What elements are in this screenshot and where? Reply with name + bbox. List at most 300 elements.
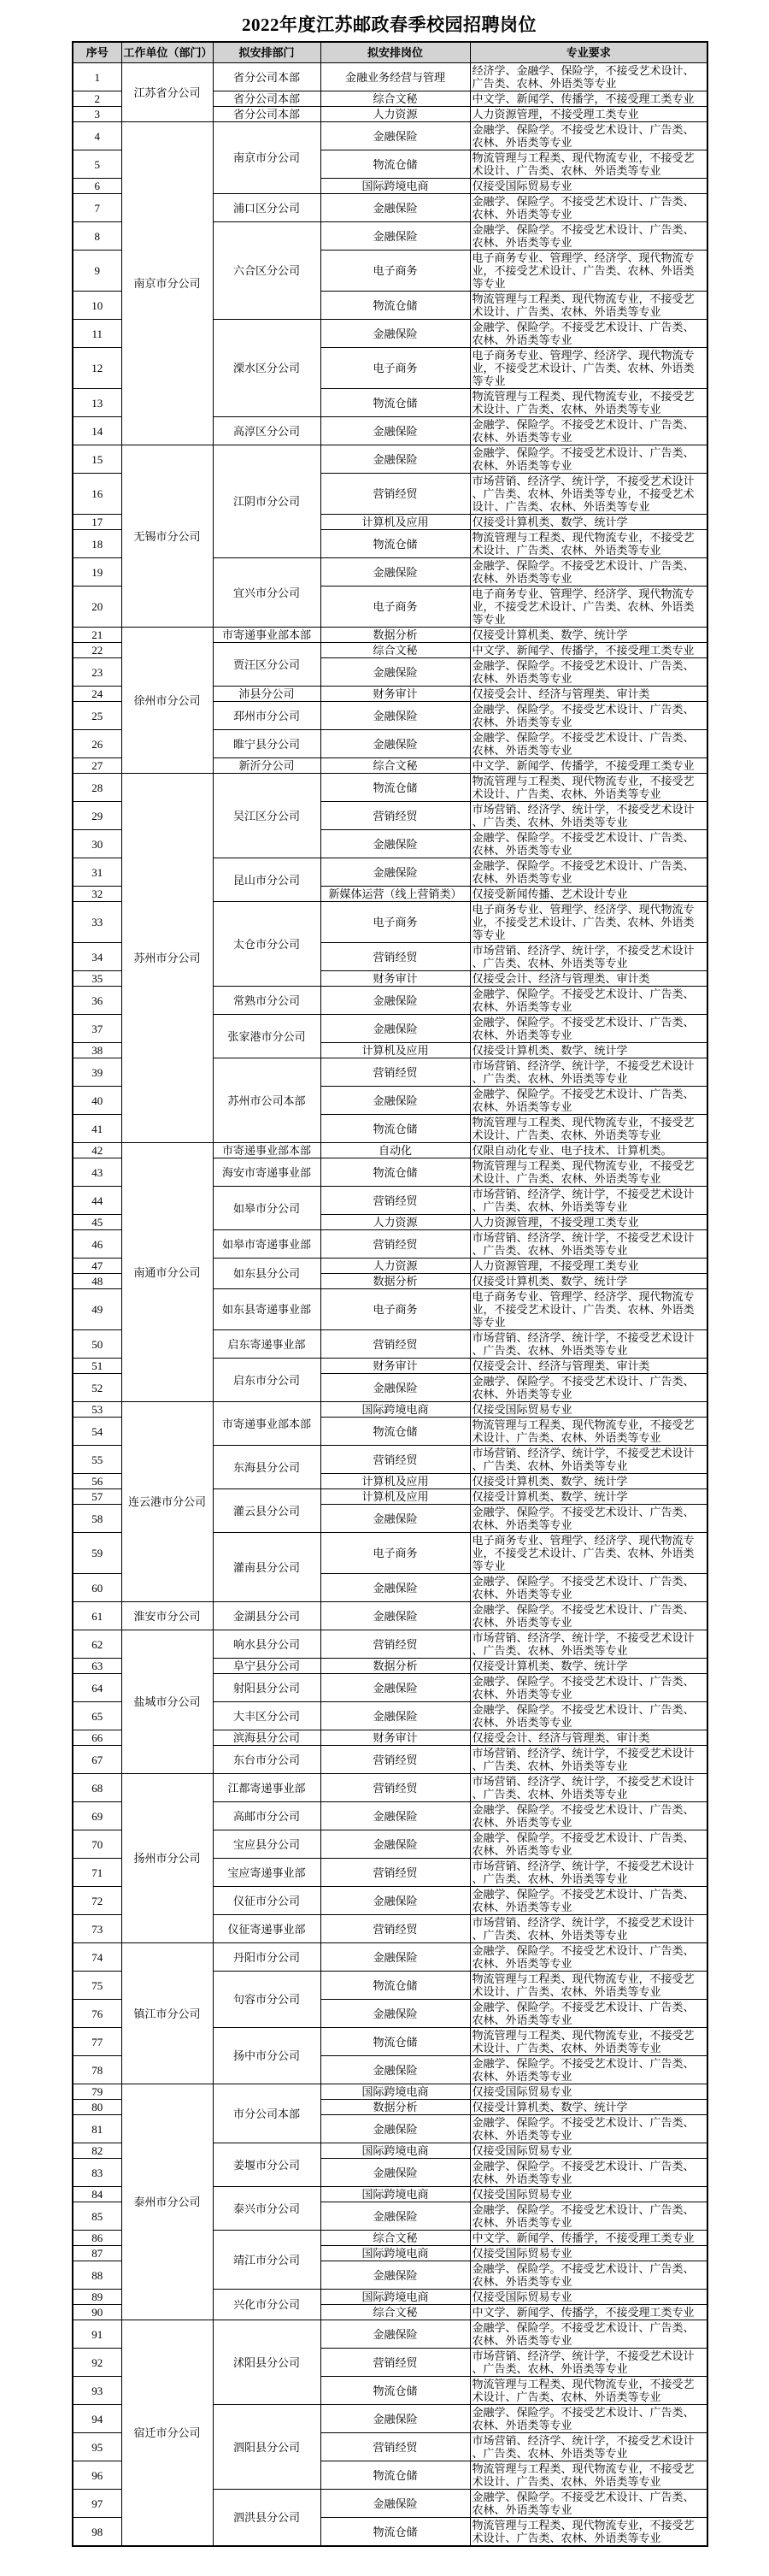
position-cell: 营销经贸 [320, 802, 470, 830]
row-number-cell: 28 [73, 774, 121, 802]
requirement-cell: 金融学、保险学。不接受艺术设计、广告类、农林、外语类等专业 [470, 2056, 707, 2084]
requirement-cell: 金融学、保险学。不接受艺术设计、广告类、农林、外语类等专业 [470, 987, 707, 1015]
work-unit-cell: 泰州市分公司 [121, 2084, 213, 2320]
position-cell: 国际跨境电商 [320, 2143, 470, 2159]
department-cell: 宝应寄递事业部 [213, 1859, 320, 1887]
requirement-cell: 金融学、保险学。不接受艺术设计、广告类、农林、外语类等专业 [470, 1830, 707, 1859]
requirement-cell: 金融学、保险学。不接受艺术设计、广告类、农林、外语类等专业 [470, 1943, 707, 1972]
department-cell: 金湖县分公司 [213, 1602, 320, 1630]
department-cell: 滨海县分公司 [213, 1730, 320, 1746]
column-header-row-number: 序号 [73, 42, 121, 63]
row-number-cell: 47 [73, 1259, 121, 1274]
requirement-cell: 金融学、保险学。不接受艺术设计、广告类、农林、外语类等专业 [470, 2490, 707, 2518]
department-cell: 启东寄递事业部 [213, 1330, 320, 1359]
requirement-cell: 仅接受会计、经济与管理类、审计类 [470, 971, 707, 987]
row-number-cell: 82 [73, 2143, 121, 2159]
requirement-cell: 金融学、保险学。不接受艺术设计、广告类、农林、外语类等专业 [470, 1087, 707, 1115]
department-cell: 东台市分公司 [213, 1746, 320, 1774]
department-cell: 贾汪区分公司 [213, 643, 320, 687]
department-cell: 射阳县分公司 [213, 1674, 320, 1702]
position-cell: 电子商务 [320, 902, 470, 943]
position-cell: 数据分析 [320, 1659, 470, 1674]
requirement-cell: 仅接受国际贸易专业 [470, 2290, 707, 2305]
position-cell: 金融保险 [320, 2000, 470, 2028]
requirement-cell: 物流管理与工程类、现代物流专业，不接受艺术设计、广告类、农林、外语类等专业 [470, 530, 707, 558]
row-number-cell: 7 [73, 194, 121, 222]
row-number-cell: 80 [73, 2100, 121, 2115]
requirement-cell: 市场营销、经济学、统计学，不接受艺术设计、广告类、农林、外语类等专业 [470, 1330, 707, 1359]
row-number-cell: 73 [73, 1915, 121, 1943]
row-number-cell: 8 [73, 222, 121, 251]
requirement-cell: 金融学、保险学。不接受艺术设计、广告类、农林、外语类等专业 [470, 658, 707, 687]
work-unit-cell: 南通市分公司 [121, 1143, 213, 1402]
requirement-cell: 物流管理与工程类、现代物流专业，不接受艺术设计、广告类、农林、外语类等专业 [470, 774, 707, 802]
position-cell: 金融保险 [320, 445, 470, 474]
row-number-cell: 59 [73, 1533, 121, 1574]
department-cell: 六合区分公司 [213, 222, 320, 320]
requirement-cell: 金融学、保险学。不接受艺术设计、广告类、农林、外语类等专业 [470, 1374, 707, 1402]
row-number-cell: 17 [73, 515, 121, 530]
requirement-cell: 金融学、保险学。不接受艺术设计、广告类、农林、外语类等专业 [470, 2202, 707, 2231]
position-cell: 金融保险 [320, 320, 470, 348]
row-number-cell: 71 [73, 1859, 121, 1887]
row-number-cell: 21 [73, 628, 121, 643]
requirement-cell: 市场营销、经济学、统计学，不接受艺术设计、广告类、农林、外语类等专业 [470, 2433, 707, 2461]
department-cell: 泗阳县分公司 [213, 2405, 320, 2490]
department-cell: 启东市分公司 [213, 1359, 320, 1402]
table-row [73, 2320, 707, 2349]
requirement-cell: 仅接受计算机类、数学、统计学 [470, 2100, 707, 2115]
position-cell: 财务审计 [320, 971, 470, 987]
row-number-cell: 11 [73, 320, 121, 348]
department-cell: 大丰区分公司 [213, 1702, 320, 1730]
requirement-cell: 电子商务专业、管理学、经济学、现代物流专业，不接受艺术设计、广告类、农林、外语类等专业 [470, 1533, 707, 1574]
row-number-cell: 30 [73, 830, 121, 858]
requirement-cell: 仅接受会计、经济与管理类、审计类 [470, 1359, 707, 1374]
row-number-cell: 49 [73, 1289, 121, 1330]
requirement-cell: 中文学、新闻学、传播学，不接受理工类专业 [470, 2305, 707, 2320]
requirement-cell: 电子商务专业、管理学、经济学、现代物流专业，不接受艺术设计、广告类、农林、外语类等专业 [470, 348, 707, 389]
row-number-cell: 64 [73, 1674, 121, 1702]
row-number-cell: 51 [73, 1359, 121, 1374]
position-cell: 营销经贸 [320, 1446, 470, 1474]
row-number-cell: 86 [73, 2231, 121, 2246]
table-row [73, 774, 707, 802]
position-cell: 金融保险 [320, 2490, 470, 2518]
row-number-cell: 25 [73, 702, 121, 730]
position-cell: 计算机及应用 [320, 1043, 470, 1058]
requirement-cell: 金融学、保险学。不接受艺术设计、广告类、农林、外语类等专业 [470, 1505, 707, 1533]
requirement-cell: 物流管理与工程类、现代物流专业，不接受艺术设计、广告类、农林、外语类等专业 [470, 2028, 707, 2056]
requirement-cell: 电子商务专业、管理学、经济学、现代物流专业，不接受艺术设计、广告类、农林、外语类等专业 [470, 902, 707, 943]
department-cell: 沭阳县分公司 [213, 2320, 320, 2405]
department-cell: 苏州市公司本部 [213, 1058, 320, 1143]
row-number-cell: 74 [73, 1943, 121, 1972]
requirement-cell: 金融学、保险学。不接受艺术设计、广告类、农林、外语类等专业 [470, 1602, 707, 1630]
position-cell: 营销经贸 [320, 2349, 470, 2377]
row-number-cell: 54 [73, 1418, 121, 1446]
row-number-cell: 67 [73, 1746, 121, 1774]
row-number-cell: 79 [73, 2084, 121, 2100]
row-number-cell: 9 [73, 251, 121, 292]
position-cell: 营销经贸 [320, 943, 470, 971]
position-cell: 金融保险 [320, 2056, 470, 2084]
row-number-cell: 89 [73, 2290, 121, 2305]
department-cell: 东海县分公司 [213, 1446, 320, 1489]
row-number-cell: 42 [73, 1143, 121, 1158]
row-number-cell: 90 [73, 2305, 121, 2320]
position-cell: 金融保险 [320, 1574, 470, 1602]
row-number-cell: 36 [73, 987, 121, 1015]
requirement-cell: 人力资源管理，不接受理工类专业 [470, 1215, 707, 1230]
row-number-cell: 66 [73, 1730, 121, 1746]
position-cell: 计算机及应用 [320, 515, 470, 530]
work-unit-cell: 徐州市分公司 [121, 628, 213, 774]
position-cell: 数据分析 [320, 628, 470, 643]
table-row [73, 1143, 707, 1158]
row-number-cell: 29 [73, 802, 121, 830]
department-cell: 南京市分公司 [213, 122, 320, 194]
requirement-cell: 金融学、保险学。不接受艺术设计、广告类、农林、外语类等专业 [470, 830, 707, 858]
position-cell: 综合文秘 [320, 2231, 470, 2246]
row-number-cell: 41 [73, 1115, 121, 1143]
table-row [73, 2084, 707, 2100]
work-unit-cell: 连云港市分公司 [121, 1402, 213, 1602]
column-header-work-unit: 工作单位（部门） [121, 42, 213, 63]
department-cell: 张家港市分公司 [213, 1015, 320, 1058]
row-number-cell: 43 [73, 1158, 121, 1187]
table-row [73, 63, 707, 91]
department-cell: 句容市分公司 [213, 1972, 320, 2028]
position-cell: 自动化 [320, 1143, 470, 1158]
row-number-cell: 5 [73, 150, 121, 179]
requirement-cell: 仅接受计算机类、数学、统计学 [470, 1659, 707, 1674]
row-number-cell: 35 [73, 971, 121, 987]
department-cell: 高淳区分公司 [213, 417, 320, 445]
row-number-cell: 72 [73, 1887, 121, 1915]
requirement-cell: 仅接受计算机类、数学、统计学 [470, 515, 707, 530]
requirement-cell: 市场营销、经济学、统计学，不接受艺术设计、广告类、农林、外语类等专业 [470, 1187, 707, 1215]
row-number-cell: 93 [73, 2377, 121, 2405]
row-number-cell: 92 [73, 2349, 121, 2377]
requirement-cell: 人力资源管理，不接受理工类专业 [470, 107, 707, 122]
requirement-cell: 金融学、保险学。不接受艺术设计、广告类、农林、外语类等专业 [470, 222, 707, 251]
row-number-cell: 18 [73, 530, 121, 558]
position-cell: 金融保险 [320, 1087, 470, 1115]
requirement-cell: 物流管理与工程类、现代物流专业，不接受艺术设计、广告类、农林、外语类等专业 [470, 150, 707, 179]
position-cell: 财务审计 [320, 687, 470, 702]
position-cell: 物流仓储 [320, 389, 470, 417]
department-cell: 江阴市分公司 [213, 445, 320, 558]
department-cell: 吴江区分公司 [213, 774, 320, 858]
department-cell: 省分公司本部 [213, 91, 320, 107]
requirement-cell: 金融学、保险学。不接受艺术设计、广告类、农林、外语类等专业 [470, 2159, 707, 2187]
requirement-cell: 电子商务专业、管理学、经济学、现代物流专业，不接受艺术设计、广告类、农林、外语类等专业 [470, 587, 707, 628]
row-number-cell: 4 [73, 122, 121, 150]
position-cell: 物流仓储 [320, 292, 470, 320]
position-cell: 物流仓储 [320, 1972, 470, 2000]
requirement-cell: 金融学、保险学。不接受艺术设计、广告类、农林、外语类等专业 [470, 2320, 707, 2349]
row-number-cell: 12 [73, 348, 121, 389]
table-row [73, 1630, 707, 1659]
table-row [73, 1774, 707, 1802]
row-number-cell: 40 [73, 1087, 121, 1115]
position-cell: 财务审计 [320, 1359, 470, 1374]
requirement-cell: 物流管理与工程类、现代物流专业，不接受艺术设计、广告类、农林、外语类等专业 [470, 1115, 707, 1143]
position-cell: 金融保险 [320, 987, 470, 1015]
row-number-cell: 31 [73, 858, 121, 887]
row-number-cell: 98 [73, 2518, 121, 2547]
requirement-cell: 市场营销、经济学、统计学，不接受艺术设计、广告类、农林、外语类等专业 [470, 1774, 707, 1802]
table-row [73, 445, 707, 474]
department-cell: 市寄递事业部本部 [213, 628, 320, 643]
position-cell: 物流仓储 [320, 2028, 470, 2056]
requirement-cell: 仅接受计算机类、数学、统计学 [470, 1489, 707, 1505]
position-cell: 电子商务 [320, 1533, 470, 1574]
department-cell: 扬中市分公司 [213, 2028, 320, 2084]
department-cell: 宜兴市分公司 [213, 558, 320, 628]
position-cell: 数据分析 [320, 2100, 470, 2115]
position-cell: 物流仓储 [320, 1158, 470, 1187]
row-number-cell: 48 [73, 1274, 121, 1289]
department-cell: 如东县寄递事业部 [213, 1289, 320, 1330]
jobs-table [72, 41, 708, 2547]
row-number-cell: 61 [73, 1602, 121, 1630]
requirement-cell: 仅接受国际贸易专业 [470, 2246, 707, 2261]
department-cell: 仪征市分公司 [213, 1887, 320, 1915]
row-number-cell: 34 [73, 943, 121, 971]
requirement-cell: 市场营销、经济学、统计学，不接受艺术设计、广告类、农林、外语类等专业 [470, 1630, 707, 1659]
work-unit-cell: 南京市分公司 [121, 122, 213, 445]
row-number-cell: 84 [73, 2187, 121, 2202]
row-number-cell: 26 [73, 730, 121, 758]
position-cell: 计算机及应用 [320, 1489, 470, 1505]
department-cell: 市寄递事业部本部 [213, 1402, 320, 1446]
position-cell: 金融保险 [320, 2405, 470, 2433]
department-cell: 响水县分公司 [213, 1630, 320, 1659]
requirement-cell: 仅接受计算机类、数学、统计学 [470, 1043, 707, 1058]
position-cell: 电子商务 [320, 251, 470, 292]
row-number-cell: 62 [73, 1630, 121, 1659]
row-number-cell: 13 [73, 389, 121, 417]
position-cell: 数据分析 [320, 1274, 470, 1289]
row-number-cell: 50 [73, 1330, 121, 1359]
row-number-cell: 83 [73, 2159, 121, 2187]
department-cell: 太仓市分公司 [213, 902, 320, 987]
requirement-cell: 金融学、保险学。不接受艺术设计、广告类、农林、外语类等专业 [470, 1702, 707, 1730]
row-number-cell: 95 [73, 2433, 121, 2461]
jobs-table-body [73, 63, 707, 2547]
requirement-cell: 仅接受计算机类、数学、统计学 [470, 1274, 707, 1289]
department-cell: 沛县分公司 [213, 687, 320, 702]
row-number-cell: 76 [73, 2000, 121, 2028]
department-cell: 睢宁县分公司 [213, 730, 320, 758]
department-cell: 江都寄递事业部 [213, 1774, 320, 1802]
department-cell: 仪征寄递事业部 [213, 1915, 320, 1943]
department-cell: 如皋市寄递事业部 [213, 1230, 320, 1259]
position-cell: 营销经贸 [320, 1915, 470, 1943]
column-header-department: 拟安排部门 [213, 42, 320, 63]
requirement-cell: 仅接受国际贸易专业 [470, 179, 707, 194]
position-cell: 营销经贸 [320, 1187, 470, 1215]
department-cell: 如东县分公司 [213, 1259, 320, 1289]
requirement-cell: 金融学、保险学。不接受艺术设计、广告类、农林、外语类等专业 [470, 445, 707, 474]
requirement-cell: 仅接受国际贸易专业 [470, 2187, 707, 2202]
position-cell: 人力资源 [320, 1259, 470, 1274]
position-cell: 金融保险 [320, 830, 470, 858]
work-unit-cell: 扬州市分公司 [121, 1774, 213, 1943]
department-cell: 浦口区分公司 [213, 194, 320, 222]
row-number-cell: 58 [73, 1505, 121, 1533]
column-header-position: 拟安排岗位 [320, 42, 470, 63]
row-number-cell: 46 [73, 1230, 121, 1259]
requirement-cell: 经济学、金融学、保险学，不接受艺术设计、广告类、农林、外语类等专业 [470, 63, 707, 91]
position-cell: 金融保险 [320, 558, 470, 587]
row-number-cell: 63 [73, 1659, 121, 1674]
department-cell: 如皋市分公司 [213, 1187, 320, 1230]
position-cell: 国际跨境电商 [320, 2246, 470, 2261]
requirement-cell: 市场营销、经济学、统计学，不接受艺术设计、广告类、农林、外语类等专业 [470, 943, 707, 971]
row-number-cell: 15 [73, 445, 121, 474]
department-cell: 泗洪县分公司 [213, 2490, 320, 2547]
row-number-cell: 22 [73, 643, 121, 658]
row-number-cell: 56 [73, 1474, 121, 1489]
requirement-cell: 人力资源管理，不接受理工类专业 [470, 1259, 707, 1274]
department-cell: 邳州市分公司 [213, 702, 320, 730]
requirement-cell: 物流管理与工程类、现代物流专业，不接受艺术设计、广告类、农林、外语类等专业 [470, 1972, 707, 2000]
requirement-cell: 仅接受会计、经济与管理类、审计类 [470, 687, 707, 702]
work-unit-cell: 苏州市分公司 [121, 774, 213, 1143]
requirement-cell: 物流管理与工程类、现代物流专业，不接受艺术设计、广告类、农林、外语类等专业 [470, 1418, 707, 1446]
page-title: 2022年度江苏邮政春季校园招聘岗位 [242, 15, 537, 35]
requirement-cell: 市场营销、经济学、统计学，不接受艺术设计、广告类、农林、外语类等专业 [470, 1230, 707, 1259]
requirement-cell: 物流管理与工程类、现代物流专业，不接受艺术设计、广告类、农林、外语类等专业 [470, 2518, 707, 2547]
requirement-cell: 市场营销、经济学、统计学，不接受艺术设计、广告类、农林、外语类等专业 [470, 802, 707, 830]
position-cell: 营销经贸 [320, 1230, 470, 1259]
position-cell: 金融保险 [320, 1702, 470, 1730]
row-number-cell: 38 [73, 1043, 121, 1058]
position-cell: 国际跨境电商 [320, 2187, 470, 2202]
position-cell: 金融保险 [320, 730, 470, 758]
row-number-cell: 88 [73, 2261, 121, 2290]
table-row [73, 628, 707, 643]
requirement-cell: 仅接受国际贸易专业 [470, 2143, 707, 2159]
position-cell: 国际跨境电商 [320, 1402, 470, 1418]
position-cell: 金融保险 [320, 1602, 470, 1630]
department-cell: 阜宁县分公司 [213, 1659, 320, 1674]
requirement-cell: 金融学、保险学。不接受艺术设计、广告类、农林、外语类等专业 [470, 730, 707, 758]
row-number-cell: 55 [73, 1446, 121, 1474]
department-cell: 新沂分公司 [213, 758, 320, 774]
position-cell: 营销经贸 [320, 2433, 470, 2461]
row-number-cell: 20 [73, 587, 121, 628]
position-cell: 金融保险 [320, 1802, 470, 1830]
position-cell: 金融保险 [320, 1674, 470, 1702]
position-cell: 金融保险 [320, 1943, 470, 1972]
requirement-cell: 金融学、保险学。不接受艺术设计、广告类、农林、外语类等专业 [470, 122, 707, 150]
position-cell: 国际跨境电商 [320, 179, 470, 194]
position-cell: 金融保险 [320, 2202, 470, 2231]
row-number-cell: 70 [73, 1830, 121, 1859]
position-cell: 金融保险 [320, 1015, 470, 1043]
requirement-cell: 金融学、保险学。不接受艺术设计、广告类、农林、外语类等专业 [470, 417, 707, 445]
position-cell: 综合文秘 [320, 758, 470, 774]
requirement-cell: 电子商务专业、管理学、经济学、现代物流专业，不接受艺术设计、广告类、农林、外语类等专业 [470, 251, 707, 292]
table-row [73, 1402, 707, 1418]
department-cell: 姜堰市分公司 [213, 2143, 320, 2187]
row-number-cell: 96 [73, 2461, 121, 2490]
row-number-cell: 94 [73, 2405, 121, 2433]
row-number-cell: 1 [73, 63, 121, 91]
position-cell: 物流仓储 [320, 1418, 470, 1446]
row-number-cell: 10 [73, 292, 121, 320]
department-cell: 灌云县分公司 [213, 1489, 320, 1533]
position-cell: 物流仓储 [320, 150, 470, 179]
department-cell: 靖江市分公司 [213, 2231, 320, 2290]
row-number-cell: 69 [73, 1802, 121, 1830]
position-cell: 人力资源 [320, 107, 470, 122]
row-number-cell: 52 [73, 1374, 121, 1402]
requirement-cell: 市场营销、经济学、统计学，不接受艺术设计、广告类、农林、外语类等专业 [470, 1446, 707, 1474]
row-number-cell: 68 [73, 1774, 121, 1802]
department-cell: 省分公司本部 [213, 63, 320, 91]
row-number-cell: 53 [73, 1402, 121, 1418]
requirement-cell: 仅接受计算机类、数学、统计学 [470, 1474, 707, 1489]
department-cell: 兴化市分公司 [213, 2290, 320, 2320]
requirement-cell: 电子商务专业、管理学、经济学、现代物流专业，不接受艺术设计、广告类、农林、外语类等专业 [470, 1289, 707, 1330]
row-number-cell: 24 [73, 687, 121, 702]
requirement-cell: 市场营销、经济学、统计学，不接受艺术设计、广告类、农林、外语类等专业 [470, 1859, 707, 1887]
table-row [73, 1602, 707, 1630]
department-cell: 高邮市分公司 [213, 1802, 320, 1830]
row-number-cell: 32 [73, 887, 121, 902]
position-cell: 财务审计 [320, 1730, 470, 1746]
position-cell: 金融业务经营与管理 [320, 63, 470, 91]
requirement-cell: 仅接受新闻传播、艺术设计专业 [470, 887, 707, 902]
requirement-cell: 金融学、保险学。不接受艺术设计、广告类、农林、外语类等专业 [470, 194, 707, 222]
requirement-cell: 仅接受国际贸易专业 [470, 1402, 707, 1418]
row-number-cell: 2 [73, 91, 121, 107]
requirement-cell: 金融学、保险学。不接受艺术设计、广告类、农林、外语类等专业 [470, 1015, 707, 1043]
row-number-cell: 14 [73, 417, 121, 445]
row-number-cell: 27 [73, 758, 121, 774]
requirement-cell: 金融学、保险学。不接受艺术设计、广告类、农林、外语类等专业 [470, 2405, 707, 2433]
requirement-cell: 中文学、新闻学、传播学，不接受理工类专业 [470, 91, 707, 107]
position-cell: 金融保险 [320, 858, 470, 887]
department-cell: 昆山市分公司 [213, 858, 320, 902]
work-unit-cell: 淮安市分公司 [121, 1602, 213, 1630]
position-cell: 计算机及应用 [320, 1474, 470, 1489]
position-cell: 综合文秘 [320, 643, 470, 658]
requirement-cell: 仅接受会计、经济与管理类、审计类 [470, 1730, 707, 1746]
position-cell: 营销经贸 [320, 1058, 470, 1087]
row-number-cell: 45 [73, 1215, 121, 1230]
row-number-cell: 85 [73, 2202, 121, 2231]
department-cell: 海安市寄递事业部 [213, 1158, 320, 1187]
requirement-cell: 市场营销、经济学、统计学，不接受艺术设计、广告类、农林、外语类等专业 [470, 1058, 707, 1087]
table-row [73, 122, 707, 150]
position-cell: 金融保险 [320, 1830, 470, 1859]
position-cell: 电子商务 [320, 348, 470, 389]
position-cell: 营销经贸 [320, 1746, 470, 1774]
requirement-cell: 物流管理与工程类、现代物流专业，不接受艺术设计、广告类、农林、外语类等专业 [470, 292, 707, 320]
department-cell: 市寄递事业部本部 [213, 1143, 320, 1158]
position-cell: 物流仓储 [320, 1115, 470, 1143]
work-unit-cell: 宿迁市分公司 [121, 2320, 213, 2547]
position-cell: 金融保险 [320, 194, 470, 222]
work-unit-cell: 江苏省分公司 [121, 63, 213, 122]
position-cell: 物流仓储 [320, 2518, 470, 2547]
